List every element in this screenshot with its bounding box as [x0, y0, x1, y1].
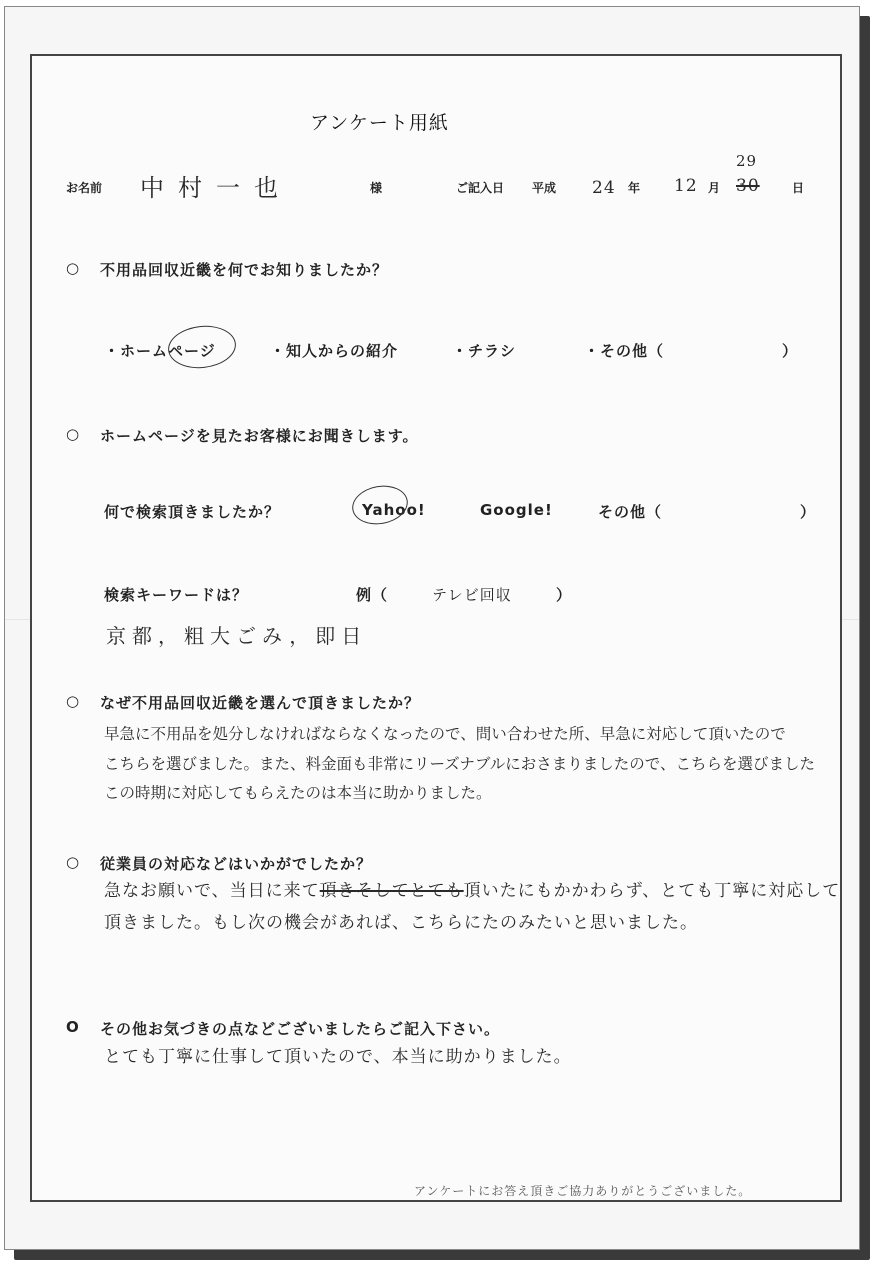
month-value: 12: [674, 176, 698, 196]
day-unit: 日: [792, 181, 805, 195]
day-corrected: 29: [736, 152, 758, 170]
q4-answer-line-2: 頂きました。もし次の機会があれば、こちらにたのみたいと思いました。: [104, 913, 698, 933]
form-title: アンケート用紙: [310, 112, 449, 134]
customer-name: 中村一也: [140, 174, 292, 202]
q4-bullet: ○: [66, 853, 81, 871]
q1-option-other: ・その他（: [584, 342, 665, 360]
q2-question: ホームページを見たお客様にお聞きします。: [100, 427, 419, 445]
q5-answer: とても丁寧に仕事して頂いたので、本当に助かりました。: [104, 1047, 572, 1067]
q3-bullet: ○: [66, 692, 81, 710]
date-label: ご記入日: [456, 181, 505, 195]
q4-answer-line-1: [104, 876, 840, 901]
era-label: 平成: [532, 181, 557, 195]
name-label: お名前: [66, 181, 103, 195]
q3-answer-line-1: 早急に不用品を処分しなければならなくなったので、問い合わせた所、早急に対応して頂いたので: [104, 725, 786, 743]
q3-question: なぜ不用品回収近畿を選んで頂きましたか？: [100, 694, 421, 712]
q1-option-flyer: ・チラシ: [452, 342, 517, 360]
q3-answer-line-3: この時期に対応してもらえたのは本当に助かりました。: [104, 784, 492, 802]
day-original: 30: [736, 176, 760, 196]
q2-bullet: ○: [66, 425, 81, 443]
q1-option-homepage: ・ホームページ: [104, 342, 216, 360]
q4-question: 従業員の対応などはいかがでしたか？: [100, 855, 373, 873]
month-unit: 月: [708, 181, 721, 195]
engine-yahoo: Yahoo!: [362, 501, 426, 519]
example-value: テレビ回収: [432, 586, 512, 604]
keyword-prompt: 検索キーワードは？: [104, 586, 249, 604]
example-label: 例（: [356, 586, 389, 604]
example-close: ）: [556, 586, 573, 604]
q5-question: その他お気づきの点などございましたらご記入下さい。: [100, 1020, 501, 1038]
engine-other-close: ）: [800, 503, 817, 521]
q2-search-prompt: 何で検索頂きましたか？: [104, 503, 281, 521]
q4-answer-part-a: 急なお願いで、当日に来て: [104, 881, 320, 901]
q1-question: 不用品回収近畿を何でお知りましたか？: [100, 261, 389, 279]
q5-bullet: O: [66, 1018, 80, 1036]
year-unit: 年: [628, 181, 641, 195]
honorific: 様: [370, 181, 383, 195]
q4-answer-part-b: 頂いたにもかかわらず、とても丁寧に対応して: [463, 881, 841, 901]
footer-thanks: アンケートにお答え頂きご協力ありがとうございました。: [414, 1184, 752, 1198]
q1-bullet: ○: [66, 259, 81, 277]
year-value: 24: [592, 178, 616, 198]
q3-answer-line-2: こちらを選びました。また、料金面も非常にリーズナブルにおさまりましたので、こちらを選びました: [104, 755, 815, 773]
keyword-answer: 京都，粗大ごみ，即日: [106, 624, 368, 648]
q1-option-referral: ・知人からの紹介: [270, 342, 399, 360]
q1-option-other-close: ）: [782, 342, 799, 360]
engine-google: Google!: [480, 501, 553, 519]
engine-other: その他（: [598, 503, 663, 521]
q4-answer-struck: 頂きそしてとても: [319, 881, 464, 901]
